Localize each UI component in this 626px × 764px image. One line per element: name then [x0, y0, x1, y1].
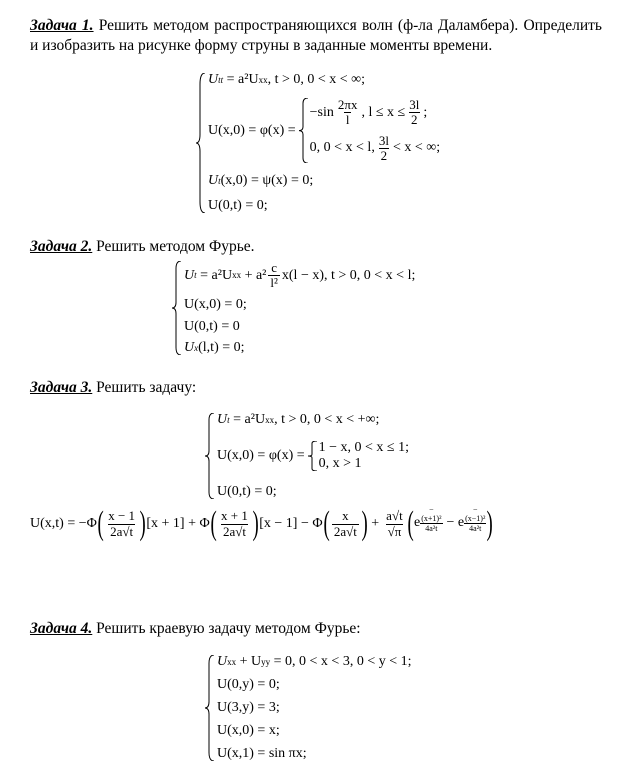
task1-statement — [30, 16, 602, 56]
task2-eq4: U x (l,t) = 0; — [184, 340, 245, 355]
task1-lines — [208, 73, 440, 213]
task1-text: Решить методом распространяющихся волн (ф-ла Даламбера). Определить и изобразить на рисунке форму струны в заданные моменты времени. — [30, 17, 602, 54]
task4-eq1: U xx + U yy = 0, 0 < x < 3, 0 < y < 1; — [217, 654, 412, 669]
system-brace — [172, 261, 182, 355]
system-brace — [196, 73, 206, 213]
task4-eq5: U(x,1) = sin πx; — [217, 746, 307, 761]
task1-eq2: U(x,0) = φ(x) = −sin $\frac{2\pi x}{l}$ , l ≤ x ≤ $\frac{3l}{2}$ ; 0, 0 < x < l, $\frac{3l}{2}$ < x < ∞; — [208, 96, 441, 163]
task2-heading: Задача 2. — [30, 238, 93, 255]
task2-eq1: U t = a²U xx + a² $\frac{c}{\text{l²}}$ x(l − x), t > 0, 0 < x < l; — [184, 260, 416, 291]
task3-statement — [30, 378, 602, 398]
task2-eq3: U(0,t) = 0 — [184, 318, 240, 334]
task2-lines — [184, 261, 415, 355]
task3-text: Решить задачу: — [92, 379, 197, 396]
task2-eq2: U(x,0) = 0; — [184, 297, 247, 313]
task3-solution-formula: U(x,t) = −Φ ( $\frac{x - 1}{2a√t}$ ) [x + 1] + Φ ( $\frac{x + 1}{2a√t}$ ) [x − 1] − Φ ( $\frac{x}{2a√t}$ ) + $\frac{a√t}{√\pi}$ ( e − (x+1)² 4a²t − e − (x−1)² 4a²t ) — [30, 505, 494, 542]
task4-lines — [217, 655, 412, 761]
task2-system — [172, 261, 415, 355]
task4-heading: Задача 4. — [30, 620, 93, 637]
task3-eq3: U(0,t) = 0; — [217, 484, 277, 499]
task4-eq2: U(0,y) = 0; — [217, 677, 280, 692]
system-brace — [205, 655, 215, 761]
task2-statement — [30, 237, 602, 257]
task4-system — [205, 655, 412, 761]
task3-lines — [217, 413, 409, 499]
task3-system — [205, 413, 409, 499]
task4-text: Решить краевую задачу методом Фурье: — [92, 620, 361, 637]
task4-eq3: U(3,y) = 3; — [217, 700, 280, 715]
task1-system — [196, 73, 440, 213]
task4-statement — [30, 619, 602, 639]
task4-eq4: U(x,0) = x; — [217, 723, 280, 738]
task1-eq1: U tt = a²U xx , t > 0, 0 < x < ∞; — [208, 72, 366, 87]
system-brace — [205, 413, 215, 499]
task3-heading: Задача 3. — [30, 379, 93, 396]
task2-text: Решить методом Фурье. — [92, 238, 255, 255]
task3-eq2: U(x,0) = φ(x) = 1 − x, 0 < x ≤ 1; 0, x > 1 — [217, 440, 410, 471]
task3-eq1: U t = a²U xx , t > 0, 0 < x < +∞; — [217, 412, 380, 427]
task1-eq3: U t (x,0) = ψ(x) = 0; — [208, 173, 314, 189]
task1-heading: Задача 1. — [30, 17, 94, 34]
task1-eq4: U(0,t) = 0; — [208, 198, 268, 213]
